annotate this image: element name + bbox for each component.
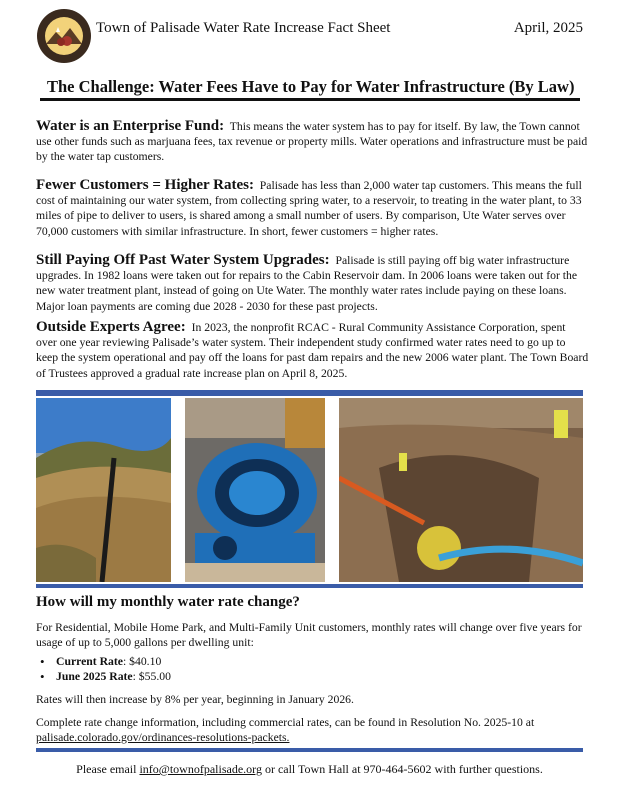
email-link[interactable]: info@townofpalisade.org	[139, 762, 262, 776]
rates-complete-info	[36, 716, 589, 745]
footer-after: or call Town Hall at 970-464-5602 with further questions.	[261, 762, 543, 776]
rates-heading: How will my monthly water rate change?	[36, 594, 300, 610]
customers-text: Palisade has less than 2,000 water tap customers. This means the full cost of maintaining our water system, from collecting spring water, to a reservoir, to treating in the water plant, to 33 miles of pipe to deliver to users, is shared among a small number of users. By comparison, Ute Water serves over 70,000 customers with similar infrastructure. In short, fewer customers = higher rates.	[36, 179, 582, 238]
page-headline: The Challenge: Water Fees Have to Pay for Water Infrastructure (By Law)	[47, 77, 575, 96]
footer-before: Please email	[76, 762, 140, 776]
top-photo-band	[36, 390, 583, 396]
blue-valve-photo	[185, 398, 325, 582]
list-item	[36, 655, 589, 670]
rates-list	[36, 655, 589, 684]
enterprise-text: This means the water system has to pay for itself. By law, the Town cannot use other funds such as marjuana fees, tax revenue or property mills. Water operations and infrastructure must be paid by the water tap customers.	[36, 120, 588, 164]
bottom-photo-band	[36, 584, 583, 588]
customers-heading: Fewer Customers = Higher Rates:	[36, 177, 254, 193]
customers-paragraph	[36, 178, 589, 239]
town-logo	[36, 8, 92, 64]
footer-band	[36, 748, 583, 752]
rate-label: June 2025 Rate	[56, 669, 133, 683]
hillside-pipe-photo	[36, 398, 171, 582]
experts-heading: Outside Experts Agree:	[36, 319, 186, 335]
rates-intro: For Residential, Mobile Home Park, and Multi-Family Unit customers, monthly rates will change over five years for usage of up to 5,000 gallons per dwelling unit:	[36, 621, 582, 649]
complete-text: Complete rate change information, including commercial rates, can be found in Resolution No. 2025-10 at	[36, 716, 535, 729]
upgrades-paragraph	[36, 253, 589, 314]
list-item	[36, 670, 589, 685]
experts-paragraph	[36, 320, 589, 381]
enterprise-paragraph	[36, 119, 589, 165]
headline-rule	[40, 98, 580, 101]
resolutions-link[interactable]: palisade.colorado.gov/ordinances-resolutions-packets.	[36, 730, 290, 744]
excavation-photo	[339, 398, 583, 582]
upgrades-text: Palisade is still paying off big water infrastructure upgrades. In 1982 loans were taken out for repairs to the Cabin Reservoir dam. In 2006 loans were taken out for the new water treatment plant, instead of going on Ute Water. The monthly water rates include paying on these loans. Major loan payments are coming due 2028 - 2030 for these past projects.	[36, 254, 578, 313]
footer-contact	[0, 762, 619, 777]
header-title: Town of Palisade Water Rate Increase Fact Sheet	[96, 20, 391, 36]
rate-label: Current Rate	[56, 655, 123, 668]
rate-value: : $40.10	[122, 655, 162, 668]
rates-increase-note: Rates will then increase by 8% per year, beginning in January 2026.	[36, 693, 354, 706]
upgrades-heading: Still Paying Off Past Water System Upgrades:	[36, 252, 330, 268]
experts-text: In 2023, the nonprofit RCAC - Rural Community Assistance Corporation, spent over one year reviewing Palisade’s water system. Their independent study confirmed water rates need to go up to keep the system operational and pay off the loans for past dam repairs and the new 2006 water plant. The Town Board of Trustees approved a gradual rate increase plan on April 8, 2025.	[36, 321, 589, 380]
rate-value: : $55.00	[132, 669, 171, 683]
header-date: April, 2025	[513, 20, 583, 36]
enterprise-heading: Water is an Enterprise Fund:	[36, 118, 225, 134]
